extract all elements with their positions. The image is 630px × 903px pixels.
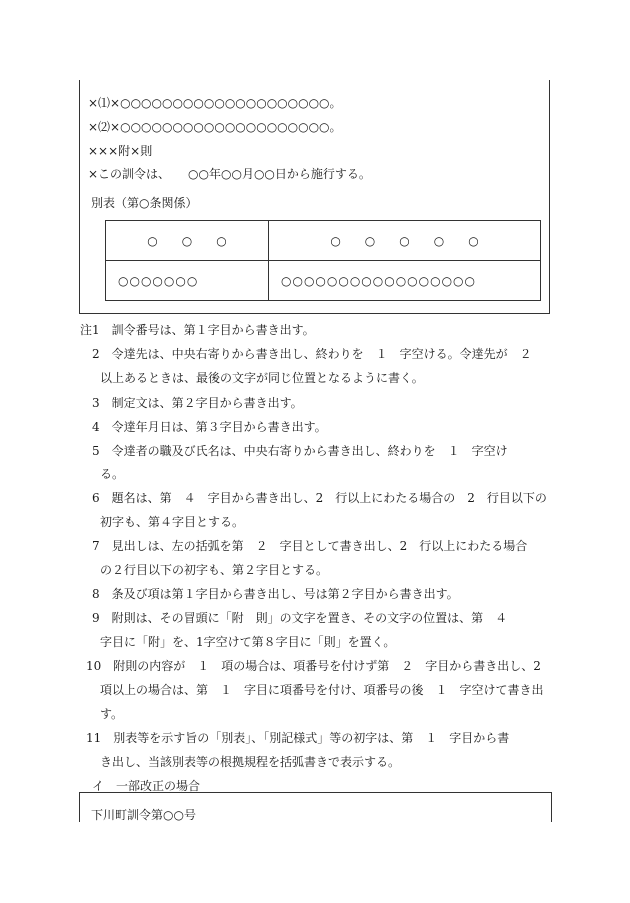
note-1: 注1 訓令番号は、第１字目から書き出す。 bbox=[80, 323, 315, 337]
body-line-1: ×⑴×○○○○○○○○○○○○○○○○○○○○。 bbox=[88, 96, 342, 110]
note-11-cont: き出し、当該別表等の根拠規程を括弧書きで表示する。 bbox=[100, 755, 401, 769]
note-4: 4 令達年月日は、第３字目から書き出す。 bbox=[92, 420, 327, 434]
section-heading-partial-amendment: イ 一部改正の場合 bbox=[92, 779, 201, 793]
note-10-cont-1: 項以上の場合は、第 １ 字目に項番号を付け、項番号の後 １ 字空けて書き出 bbox=[100, 683, 544, 697]
note-6-cont: 初字も、第４字目とする。 bbox=[100, 515, 245, 529]
note-7: 7 見出しは、左の括弧を第 ２ 字目として書き出し、2 行以上にわたる場合 bbox=[92, 539, 528, 553]
table-row bbox=[106, 261, 541, 301]
table-cell: ○ ○ ○ ○ ○ bbox=[269, 221, 541, 261]
body-line-4: ×この訓令は、 ○○年○○月○○日から施行する。 bbox=[88, 167, 371, 181]
note-3: 3 制定文は、第２字目から書き出す。 bbox=[92, 396, 303, 410]
order-number-line: 下川町訓令第○○号 bbox=[91, 808, 196, 822]
note-9-cont: 字目に「附」を、1字空けて第８字目に「則」を置く。 bbox=[100, 635, 396, 649]
table-cell: ○○○○○○○○○○○○○○○○○ bbox=[269, 261, 541, 301]
note-10: 10 附則の内容が １ 項の場合は、項番号を付けず第 ２ 字目から書き出し、2 bbox=[86, 659, 541, 673]
note-5-cont: る。 bbox=[100, 467, 125, 481]
note-7-cont: の２行目以下の初字も、第２字目とする。 bbox=[100, 563, 329, 577]
table-cell: ○ ○ ○ bbox=[106, 221, 269, 261]
note-9: 9 附則は、その冒頭に「附 則」の文字を置き、その文字の位置は、第 ４ bbox=[92, 611, 508, 625]
table-cell: ○○○○○○○ bbox=[106, 261, 269, 301]
note-5: 5 令達者の職及び氏名は、中央右寄りから書き出し、終わりを １ 字空け bbox=[92, 444, 508, 458]
note-10-cont-2: す。 bbox=[100, 707, 124, 721]
body-line-2: ×⑵×○○○○○○○○○○○○○○○○○○○○。 bbox=[88, 120, 342, 134]
note-11: 11 別表等を示す旨の「別表」、「別記様式」等の初字は、第 １ 字目から書 bbox=[86, 731, 510, 745]
appendix-table bbox=[105, 220, 541, 301]
table-row bbox=[106, 221, 541, 261]
note-8: 8 条及び項は第１字目から書き出し、号は第２字目から書き出す。 bbox=[92, 587, 459, 601]
note-6: 6 題名は、第 ４ 字目から書き出し、2 行以上にわたる場合の 2 行目以下の bbox=[92, 491, 547, 505]
note-2: 2 令達先は、中央右寄りから書き出し、終わりを １ 字空ける。令達先が ２ bbox=[92, 347, 532, 361]
body-line-3: ×××附×則 bbox=[88, 144, 153, 158]
table-caption: 別表（第○条関係） bbox=[91, 196, 198, 210]
note-2-cont: 以上あるときは、最後の文字が同じ位置となるように書く。 bbox=[100, 371, 424, 385]
